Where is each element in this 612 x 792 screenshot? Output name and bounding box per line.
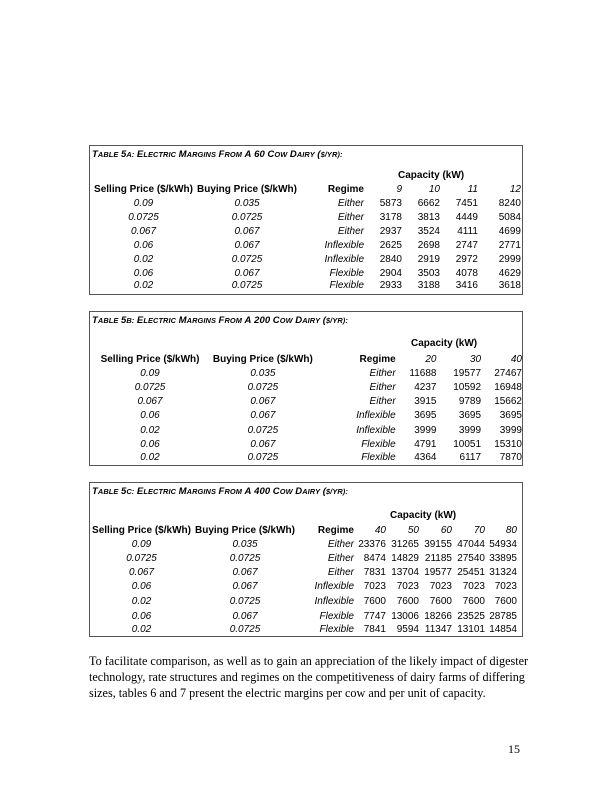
col-header-capacity: 60 (440, 524, 452, 536)
cell-value: 2999 (498, 253, 521, 265)
cell-value: 3695 (499, 410, 522, 421)
col-header-capacity: 11 (467, 184, 478, 195)
col-header-regime: Regime (317, 524, 354, 536)
table-row (93, 266, 521, 280)
cell-value: 3695 (414, 410, 437, 421)
cell-value: 7023 (429, 581, 452, 592)
cell-value: 3188 (417, 280, 440, 291)
cell-selling-price: 0.06 (133, 239, 154, 251)
table-row (91, 551, 517, 565)
cell-buying-price: 0.0725 (231, 211, 263, 223)
cell-value: 3695 (458, 410, 482, 421)
cell-value: 7451 (455, 197, 478, 209)
cell-value: 7600 (396, 596, 419, 607)
cell-value: 7831 (363, 566, 386, 578)
cell-value: 5084 (498, 211, 521, 223)
cell-value: 31324 (489, 566, 517, 578)
table-5a-box (89, 145, 523, 295)
cell-buying-price: 0.0725 (247, 381, 279, 393)
table-5b-title: TABLE 5B: ELECTRIC MARGINS FROM A 200 COW DAIRY ($/YR): (92, 315, 348, 326)
col-header-capacity: 40 (374, 524, 386, 536)
cell-value: 15662 (494, 395, 522, 407)
cell-value: 7600 (363, 596, 386, 607)
cell-value: 14829 (391, 552, 419, 564)
cell-value: 7023 (396, 581, 419, 592)
cell-value: 9789 (458, 395, 482, 407)
cell-buying-price: 0.0725 (231, 280, 263, 291)
page-number: 15 (508, 742, 520, 756)
cell-value: 2771 (498, 239, 521, 251)
cell-regime: Inflexible (324, 239, 364, 251)
cell-value: 18266 (424, 610, 452, 622)
cell-buying-price: 0.035 (250, 367, 276, 379)
cell-value: 16948 (494, 381, 522, 393)
cell-buying-price: 0.0725 (247, 451, 279, 463)
col-header-selling-price: Selling Price ($/kWh) (94, 184, 193, 195)
cell-value: 2904 (379, 267, 402, 279)
table-row (95, 394, 522, 408)
cell-value: 4111 (457, 225, 478, 237)
cell-buying-price: 0.0725 (229, 596, 261, 607)
cell-regime: Flexible (329, 267, 364, 279)
cell-regime: Either (337, 211, 364, 223)
table-row (91, 594, 517, 609)
table-row (95, 423, 522, 438)
table-5a-capacity-label: Capacity (kW) (398, 170, 465, 181)
cell-value: 7023 (363, 581, 386, 592)
cell-value: 9594 (396, 624, 419, 635)
table-row (91, 623, 517, 636)
table-5a (93, 183, 521, 291)
cell-value: 2937 (379, 225, 402, 237)
cell-buying-price: 0.067 (232, 566, 258, 578)
cell-selling-price: 0.06 (131, 610, 152, 622)
cell-value: 3915 (414, 395, 437, 407)
cell-selling-price: 0.06 (140, 410, 160, 421)
table-row (95, 451, 522, 463)
cell-value: 6117 (459, 451, 482, 463)
table-5c-box (89, 482, 523, 637)
cell-selling-price: 0.02 (133, 253, 154, 265)
cell-value: 7023 (462, 581, 485, 592)
cell-value: 21185 (424, 552, 452, 564)
cell-regime: Either (337, 225, 364, 237)
col-header-capacity: 20 (425, 353, 437, 365)
cell-value: 4237 (414, 381, 437, 393)
cell-value: 27540 (457, 552, 485, 564)
cell-value: 4449 (455, 211, 478, 223)
cell-value: 7600 (429, 596, 452, 607)
cell-regime: Either (369, 381, 396, 393)
cell-regime: Flexible (361, 439, 396, 450)
table-row (95, 408, 522, 423)
table-5b-box (89, 311, 523, 466)
cell-value: 2919 (417, 253, 440, 265)
cell-selling-price: 0.09 (140, 367, 160, 379)
cell-value: 3178 (379, 211, 402, 223)
cell-selling-price: 0.02 (131, 596, 152, 607)
cell-selling-price: 0.0725 (128, 211, 159, 223)
cell-selling-price: 0.02 (140, 451, 160, 463)
cell-buying-price: 0.035 (232, 538, 258, 550)
cell-selling-price: 0.02 (140, 425, 160, 436)
cell-value: 28785 (489, 610, 517, 622)
table-5b (95, 352, 522, 463)
cell-value: 2972 (455, 253, 478, 265)
cell-selling-price: 0.06 (131, 581, 152, 592)
cell-value: 47044 (457, 538, 485, 550)
cell-value: 39155 (424, 538, 452, 550)
table-row (95, 380, 522, 394)
cell-buying-price: 0.0725 (229, 552, 261, 564)
cell-regime: Either (369, 395, 396, 407)
cell-value: 7747 (363, 610, 386, 622)
cell-selling-price: 0.02 (131, 624, 152, 635)
cell-value: 2625 (379, 239, 402, 251)
cell-value: 7870 (499, 451, 522, 463)
cell-selling-price: 0.067 (128, 566, 155, 578)
col-header-capacity: 9 (396, 184, 402, 195)
cell-value: 3416 (455, 280, 478, 291)
cell-value: 4364 (414, 451, 437, 463)
cell-selling-price: 0.0725 (134, 381, 166, 393)
cell-regime: Flexible (319, 610, 354, 622)
cell-value: 3524 (417, 225, 440, 237)
cell-value: 27467 (494, 367, 522, 379)
body-paragraph: To facilitate comparison, as well as to gain an appreciation of the likely impact of digester technology, rate structures and regimes on the competitiveness of dairy farms of differing sizes, tables 6 and 7 present the electric margins per cow and per unit of capacity. (89, 654, 529, 700)
cell-buying-price: 0.067 (234, 267, 260, 279)
cell-value: 11347 (424, 624, 452, 635)
cell-buying-price: 0.067 (234, 239, 260, 251)
table-5c-capacity-label: Capacity (kW) (390, 510, 457, 521)
cell-value: 2840 (379, 253, 402, 265)
table-row (95, 366, 522, 380)
table-row (91, 609, 517, 623)
table-row (93, 210, 521, 224)
col-header-capacity: 70 (473, 524, 485, 536)
col-header-capacity: 30 (469, 353, 482, 365)
cell-selling-price: 0.0725 (126, 552, 157, 564)
cell-selling-price: 0.067 (137, 395, 163, 407)
cell-buying-price: 0.067 (232, 581, 258, 592)
cell-buying-price: 0.067 (250, 439, 276, 450)
cell-regime: Inflexible (314, 596, 354, 607)
cell-selling-price: 0.09 (131, 538, 152, 550)
table-row (93, 280, 521, 291)
cell-value: 2933 (379, 280, 402, 291)
col-header-capacity: 10 (428, 184, 440, 195)
cell-regime: Inflexible (314, 581, 354, 592)
cell-regime: Flexible (319, 624, 354, 635)
table-row (93, 238, 521, 252)
cell-value: 3813 (417, 211, 440, 223)
cell-value: 23525 (457, 610, 485, 622)
table-5b-capacity-label: Capacity (kW) (411, 338, 478, 349)
cell-value: 4078 (455, 267, 478, 279)
cell-regime: Either (327, 552, 354, 564)
table-5c (91, 523, 517, 636)
table-row (95, 438, 522, 451)
col-header-regime: Regime (327, 184, 364, 195)
cell-buying-price: 0.035 (234, 197, 260, 209)
cell-selling-price: 0.06 (133, 267, 154, 279)
col-header-selling-price: Selling Price ($/kWh) (92, 524, 191, 536)
col-header-capacity: 80 (505, 524, 517, 536)
cell-regime: Flexible (329, 280, 364, 291)
cell-value: 10592 (453, 381, 482, 393)
cell-value: 19577 (424, 566, 452, 578)
cell-value: 3618 (498, 280, 521, 291)
cell-regime: Either (327, 566, 354, 578)
cell-regime: Inflexible (356, 410, 396, 421)
cell-buying-price: 0.067 (250, 395, 276, 407)
col-header-capacity: 12 (509, 184, 521, 195)
cell-value: 5873 (379, 197, 402, 209)
cell-value: 8240 (498, 197, 521, 209)
col-header-buying-price: Buying Price ($/kWh) (196, 184, 297, 195)
table-row (93, 252, 521, 266)
cell-value: 25451 (457, 566, 485, 578)
cell-value: 3999 (499, 425, 522, 436)
cell-regime: Inflexible (324, 253, 364, 265)
table-row (91, 537, 517, 551)
cell-value: 13101 (457, 624, 485, 635)
cell-value: 23376 (358, 538, 386, 550)
cell-value: 4791 (414, 439, 437, 450)
cell-buying-price: 0.0725 (247, 425, 279, 436)
cell-value: 14854 (489, 624, 517, 635)
cell-value: 7023 (494, 581, 517, 592)
table-header-row (91, 523, 517, 537)
cell-regime: Inflexible (356, 425, 396, 436)
cell-value: 13006 (391, 610, 419, 622)
cell-value: 6662 (417, 197, 440, 209)
cell-value: 19577 (453, 367, 482, 379)
cell-value: 2698 (417, 239, 440, 251)
table-header-row (95, 352, 522, 366)
cell-value: 33895 (489, 552, 517, 564)
table-row (91, 565, 517, 579)
cell-buying-price: 0.067 (232, 610, 258, 622)
cell-value: 31265 (391, 538, 419, 550)
cell-buying-price: 0.067 (250, 410, 276, 421)
table-5c-title: TABLE 5C: ELECTRIC MARGINS FROM A 400 COW DAIRY ($/YR): (92, 486, 348, 497)
col-header-buying-price: Buying Price ($/kWh) (194, 524, 295, 536)
cell-regime: Either (337, 197, 364, 209)
cell-value: 13704 (391, 566, 419, 578)
cell-value: 3999 (458, 425, 482, 436)
col-header-capacity: 50 (407, 524, 419, 536)
cell-regime: Flexible (361, 451, 396, 463)
cell-value: 15310 (494, 439, 522, 450)
table-row (93, 224, 521, 238)
cell-value: 4699 (498, 225, 521, 237)
cell-value: 8474 (363, 552, 386, 564)
cell-selling-price: 0.09 (133, 197, 154, 209)
cell-value: 7600 (494, 596, 517, 607)
cell-value: 7600 (462, 596, 485, 607)
table-row (93, 196, 521, 210)
col-header-selling-price: Selling Price ($/kWh) (100, 353, 200, 365)
cell-regime: Either (327, 538, 354, 550)
cell-buying-price: 0.0725 (231, 253, 263, 265)
cell-selling-price: 0.02 (133, 280, 154, 291)
col-header-capacity: 40 (510, 353, 522, 365)
cell-value: 54934 (489, 538, 517, 550)
col-header-regime: Regime (359, 353, 396, 365)
cell-regime: Either (369, 367, 396, 379)
cell-selling-price: 0.06 (140, 439, 160, 450)
table-header-row (93, 183, 521, 196)
cell-buying-price: 0.0725 (229, 624, 261, 635)
cell-value: 7841 (363, 624, 386, 635)
cell-value: 3503 (417, 267, 440, 279)
cell-value: 3999 (414, 425, 437, 436)
table-row (91, 579, 517, 594)
col-header-buying-price: Buying Price ($/kWh) (212, 353, 313, 365)
cell-value: 10051 (453, 439, 482, 450)
table-5a-title: TABLE 5A: ELECTRIC MARGINS FROM A 60 COW DAIRY ($/YR): (92, 149, 343, 160)
cell-value: 11688 (409, 367, 437, 379)
cell-buying-price: 0.067 (234, 225, 260, 237)
cell-value: 4629 (498, 267, 521, 279)
cell-value: 2747 (455, 239, 478, 251)
cell-selling-price: 0.067 (130, 225, 157, 237)
